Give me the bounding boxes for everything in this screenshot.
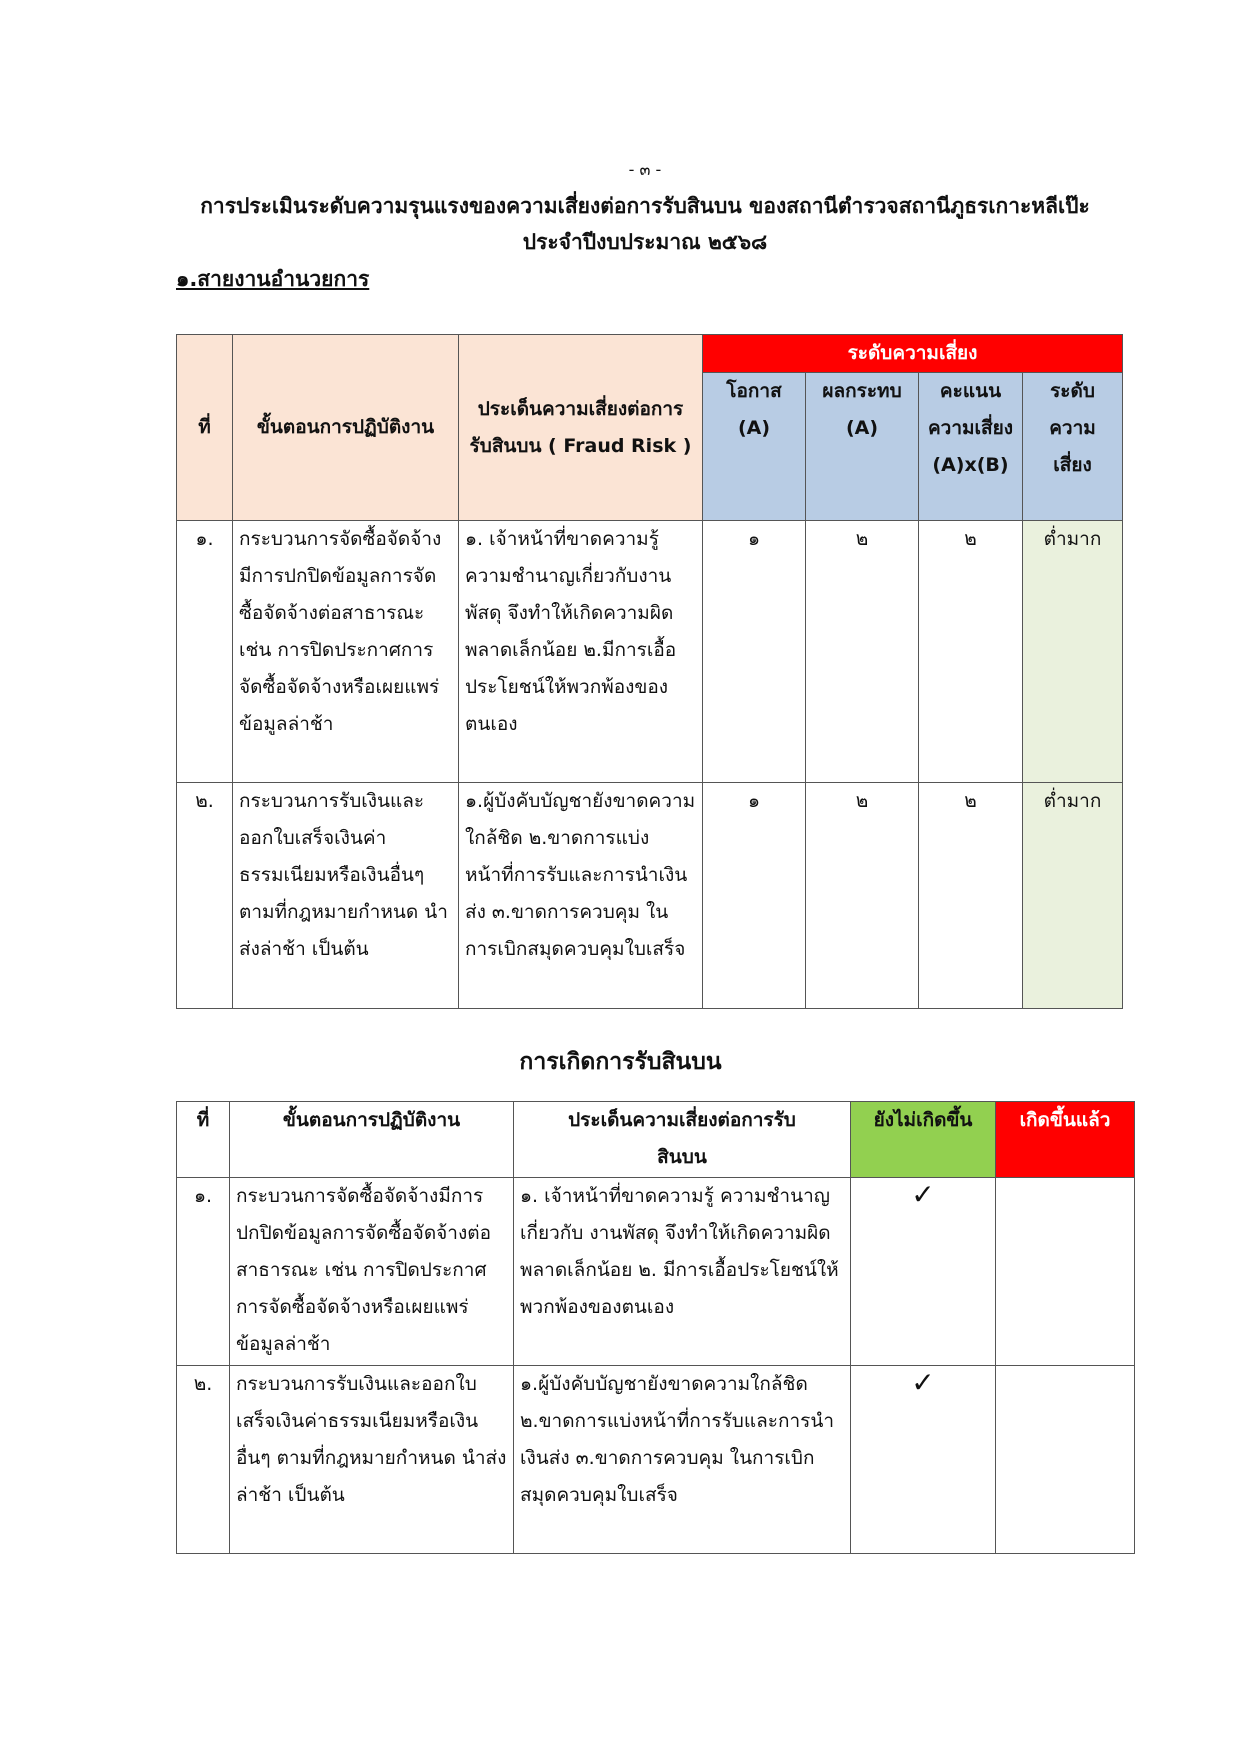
header-risk-level-group: ระดับความเสี่ยง [703, 335, 1123, 373]
header-not-occurred: ยังไม่เกิดขึ้น [851, 1102, 996, 1178]
row-occurred [996, 1178, 1135, 1366]
table-row [177, 1178, 1135, 1366]
row-risk-issue: ๑.ผู้บังคับบัญชายังขาดความใกล้ชิด ๒.ขาดการแบ่งหน้าที่การรับและการนำเงินส่ง ๓.ขาดการควบคุม ในการเบิกสมุดควบคุมใบเสร็จ [514, 1366, 851, 1554]
row-impact: ๒ [806, 783, 919, 1009]
row-likelihood: ๑ [703, 521, 806, 783]
header-occurred: เกิดขึ้นแล้ว [996, 1102, 1135, 1178]
row-level: ต่ำมาก [1023, 521, 1123, 783]
row-number: ๒. [177, 783, 233, 1009]
row-step: กระบวนการจัดซื้อจัดจ้างมีการปกปิดข้อมูลการจัดซื้อจัดจ้างต่อสาธารณะ เช่น การปิดประกาศการจัดซื้อจัดจ้างหรือเผยแพร่ข้อมูลล่าช้า [230, 1178, 514, 1366]
row-likelihood: ๑ [703, 783, 806, 1009]
row-score: ๒ [919, 521, 1023, 783]
table-row [177, 521, 1123, 783]
page-number: - ๓ - [628, 160, 662, 179]
title-line-1: การประเมินระดับความรุนแรงของความเสี่ยงต่อการรับสินบน ของสถานีตำรวจสถานีภูธรเกาะหลีเป๊ะ [200, 194, 1090, 218]
check-icon: ✓ [851, 1366, 996, 1554]
row-step: กระบวนการรับเงินและออกใบเสร็จเงินค่าธรรมเนียมหรือเงินอื่นๆ ตามที่กฎหมายกำหนด นำส่งล่าช้า เป็นต้น [230, 1366, 514, 1554]
row-risk-issue: ๑. เจ้าหน้าที่ขาดความรู้ความชำนาญเกี่ยวกับงานพัสดุ จึงทำให้เกิดความผิดพลาดเล็กน้อย ๒.มีการเอื้อประโยชน์ให้พวกพ้องของตนเอง [459, 521, 703, 783]
header-score: คะแนนความเสี่ยง (A)x(B) [919, 373, 1023, 521]
document-title [0, 188, 1241, 260]
row-impact: ๒ [806, 521, 919, 783]
row-occurred [996, 1366, 1135, 1554]
section-heading: ๑.สายงานอำนวยการ [176, 267, 370, 291]
title-line-2: ประจำปีงบประมาณ ๒๕๖๘ [522, 230, 768, 254]
header-step: ขั้นตอนการปฏิบัติงาน [230, 1102, 514, 1178]
row-number: ๑. [177, 521, 233, 783]
header-risk-issue: ประเด็นความเสี่ยงต่อการรับสินบน ( Fraud Risk ) [459, 335, 703, 521]
header-likelihood: โอกาส (A) [703, 373, 806, 521]
row-risk-issue: ๑.ผู้บังคับบัญชายังขาดความใกล้ชิด ๒.ขาดการแบ่งหน้าที่การรับและการนำเงินส่ง ๓.ขาดการควบคุม ในการเบิกสมุดควบคุมใบเสร็จ [459, 783, 703, 1009]
occurrence-heading: การเกิดการรับสินบน [519, 1049, 722, 1075]
row-step: กระบวนการรับเงินและออกใบเสร็จเงินค่าธรรมเนียมหรือเงินอื่นๆ ตามที่กฎหมายกำหนด นำส่งล่าช้า เป็นต้น [233, 783, 459, 1009]
row-number: ๒. [177, 1366, 230, 1554]
header-risk-issue: ประเด็นความเสี่ยงต่อการรับสินบน [514, 1102, 851, 1178]
header-level: ระดับความเสี่ยง [1023, 373, 1123, 521]
header-no: ที่ [177, 335, 233, 521]
row-step: กระบวนการจัดซื้อจัดจ้างมีการปกปิดข้อมูลการจัดซื้อจัดจ้างต่อสาธารณะ เช่น การปิดประกาศการจัดซื้อจัดจ้างหรือเผยแพร่ข้อมูลล่าช้า [233, 521, 459, 783]
row-risk-issue: ๑. เจ้าหน้าที่ขาดความรู้ ความชำนาญเกี่ยวกับ งานพัสดุ จึงทำให้เกิดความผิดพลาดเล็กน้อย ๒. มีการเอื้อประโยชน์ให้พวกพ้องของตนเอง [514, 1178, 851, 1366]
header-impact: ผลกระทบ (A) [806, 373, 919, 521]
bribery-occurrence-table [176, 1101, 1135, 1554]
header-step: ขั้นตอนการปฏิบัติงาน [233, 335, 459, 521]
risk-assessment-table [176, 334, 1123, 1009]
table-row [177, 1366, 1135, 1554]
check-icon: ✓ [851, 1178, 996, 1366]
row-number: ๑. [177, 1178, 230, 1366]
row-level: ต่ำมาก [1023, 783, 1123, 1009]
row-score: ๒ [919, 783, 1023, 1009]
table-row [177, 783, 1123, 1009]
header-no: ที่ [177, 1102, 230, 1178]
